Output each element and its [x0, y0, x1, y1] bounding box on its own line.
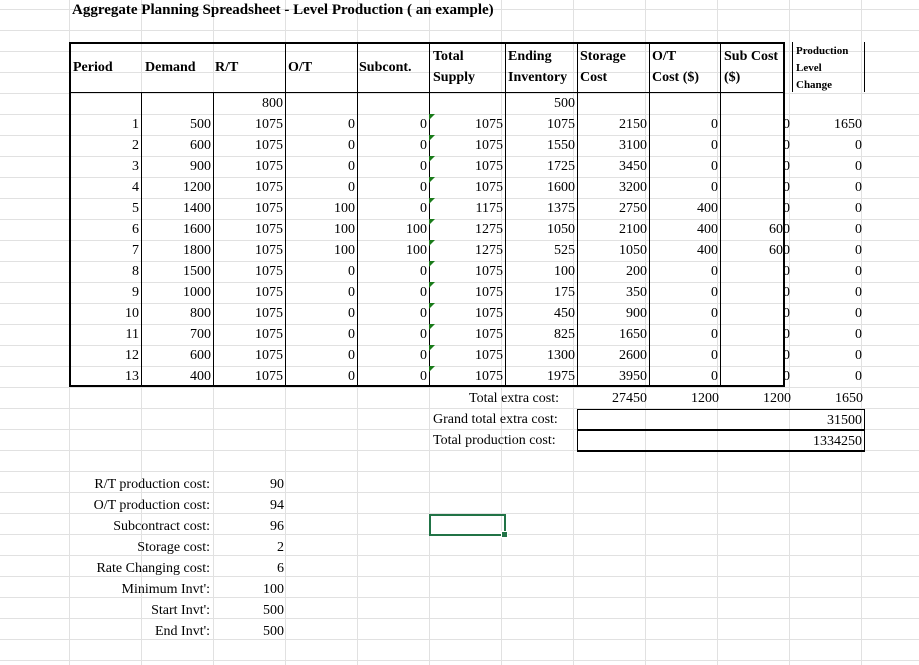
plc-cell[interactable]: 0	[855, 243, 862, 258]
total-supply-cell[interactable]: 1075	[429, 177, 505, 198]
ot-cost-cell[interactable]: 0	[711, 306, 718, 321]
storage-cost-cell[interactable]: 2150	[619, 117, 647, 132]
plc-cell[interactable]: 0	[855, 201, 862, 216]
ot-cost-cell[interactable]: 0	[711, 285, 718, 300]
plc-cell[interactable]: 1650	[834, 117, 862, 132]
rt-cell[interactable]: 1075	[255, 243, 283, 258]
sub-cost-cell[interactable]: 0	[783, 159, 790, 174]
demand-cell[interactable]: 800	[190, 306, 211, 321]
sheet-title: Aggregate Planning Spreadsheet - Level Production ( an example)	[72, 2, 494, 18]
rt-cell[interactable]: 1075	[255, 306, 283, 321]
ending-inventory-cell[interactable]: 1050	[547, 222, 575, 237]
ot-cell[interactable]: 0	[348, 180, 355, 195]
total-storage-cost-cell[interactable]: 27450	[612, 391, 647, 406]
demand-cell[interactable]: 1500	[183, 264, 211, 279]
header-total-supply-line1: Total	[433, 49, 464, 64]
ending-inventory-cell[interactable]: 825	[554, 327, 575, 342]
total-supply-cell[interactable]: 1075	[429, 366, 505, 387]
sub-cost-cell[interactable]: 0	[783, 201, 790, 216]
param-value-cell[interactable]: 94	[270, 498, 284, 513]
storage-cost-cell[interactable]: 3100	[619, 138, 647, 153]
subcont-cell[interactable]: 0	[420, 201, 427, 216]
subcont-cell[interactable]: 0	[420, 369, 427, 384]
rt-cell[interactable]: 1075	[255, 348, 283, 363]
ot-cell[interactable]: 0	[348, 138, 355, 153]
plc-cell[interactable]: 0	[855, 264, 862, 279]
subcont-cell[interactable]: 0	[420, 138, 427, 153]
total-supply-cell[interactable]: 1075	[429, 303, 505, 324]
param-value-cell[interactable]: 500	[263, 603, 284, 618]
sub-cost-cell[interactable]: 0	[783, 117, 790, 132]
demand-cell[interactable]: 1800	[183, 243, 211, 258]
demand-cell[interactable]: 700	[190, 327, 211, 342]
plc-cell[interactable]: 0	[855, 180, 862, 195]
total-supply-cell[interactable]: 1275	[429, 240, 505, 261]
grand-total-extra-cost-cell[interactable]: 31500	[577, 409, 865, 430]
param-value-cell[interactable]: 90	[270, 477, 284, 492]
storage-cost-cell[interactable]: 900	[626, 306, 647, 321]
param-label: Minimum Invt':	[121, 582, 210, 597]
subcont-cell[interactable]: 0	[420, 327, 427, 342]
param-label: Subcontract cost:	[113, 519, 210, 534]
header-sub-cost-line2: ($)	[724, 70, 741, 85]
rt-cell[interactable]: 1075	[255, 180, 283, 195]
period-cell[interactable]: 12	[125, 348, 139, 363]
period-cell[interactable]: 2	[132, 138, 139, 153]
header-period: Period	[73, 60, 113, 75]
planning-table	[69, 42, 865, 387]
total-supply-cell[interactable]: 1075	[429, 156, 505, 177]
plc-cell[interactable]: 0	[855, 138, 862, 153]
period-cell[interactable]: 11	[125, 327, 139, 342]
active-cell-selection[interactable]	[429, 514, 506, 536]
demand-cell[interactable]: 1000	[183, 285, 211, 300]
sub-cost-cell[interactable]: 0	[783, 180, 790, 195]
storage-cost-cell[interactable]: 2600	[619, 348, 647, 363]
param-label: End Invt':	[154, 624, 210, 639]
ot-cell[interactable]: 0	[348, 369, 355, 384]
column-divider	[792, 42, 793, 92]
total-supply-cell[interactable]: 1075	[429, 261, 505, 282]
total-supply-cell[interactable]: 1075	[429, 324, 505, 345]
period-cell[interactable]: 1	[132, 117, 139, 132]
plc-cell[interactable]: 0	[855, 348, 862, 363]
total-supply-cell[interactable]: 1075	[429, 345, 505, 366]
total-extra-cost-label: Total extra cost:	[469, 391, 559, 406]
rt-cell[interactable]: 1075	[255, 138, 283, 153]
storage-cost-cell[interactable]: 2100	[619, 222, 647, 237]
rt-cell[interactable]: 1075	[255, 159, 283, 174]
subcont-cell[interactable]: 100	[406, 243, 427, 258]
period-cell[interactable]: 5	[132, 201, 139, 216]
demand-cell[interactable]: 1600	[183, 222, 211, 237]
period-cell[interactable]: 13	[125, 369, 139, 384]
period-cell[interactable]: 4	[132, 180, 139, 195]
demand-cell[interactable]: 1400	[183, 201, 211, 216]
ot-cell[interactable]: 0	[348, 285, 355, 300]
storage-cost-cell[interactable]: 1050	[619, 243, 647, 258]
column-divider	[864, 42, 865, 92]
sub-cost-cell[interactable]: 0	[783, 348, 790, 363]
total-supply-cell[interactable]: 1275	[429, 219, 505, 240]
ending-inventory-cell[interactable]: 175	[554, 285, 575, 300]
total-supply-cell[interactable]: 1075	[429, 114, 505, 135]
plc-cell[interactable]: 0	[855, 222, 862, 237]
storage-cost-cell[interactable]: 1650	[619, 327, 647, 342]
param-value-cell[interactable]: 2	[277, 540, 284, 555]
total-sub-cost-cell[interactable]: 1200	[763, 391, 791, 406]
subcont-cell[interactable]: 100	[406, 222, 427, 237]
ot-cost-cell[interactable]: 400	[697, 222, 718, 237]
rt-cell[interactable]: 1075	[255, 327, 283, 342]
sub-cost-cell[interactable]: 600	[769, 222, 790, 237]
header-plc-line3: Change	[796, 79, 833, 91]
demand-cell[interactable]: 600	[190, 138, 211, 153]
ot-cell[interactable]: 0	[348, 159, 355, 174]
ending-inventory-cell[interactable]: 1300	[547, 348, 575, 363]
storage-cost-cell[interactable]: 200	[626, 264, 647, 279]
header-divider	[69, 92, 785, 93]
subcont-cell[interactable]: 0	[420, 180, 427, 195]
total-supply-cell[interactable]: 1075	[429, 282, 505, 303]
subcont-cell[interactable]: 0	[420, 348, 427, 363]
param-label: R/T production cost:	[94, 477, 210, 492]
ot-cost-cell[interactable]: 0	[711, 138, 718, 153]
period-cell[interactable]: 8	[132, 264, 139, 279]
plc-cell[interactable]: 0	[855, 327, 862, 342]
ot-cell[interactable]: 0	[348, 306, 355, 321]
header-sub-cost-line1: Sub Cost	[724, 49, 779, 64]
rt-cell[interactable]: 1075	[255, 264, 283, 279]
param-value-cell[interactable]: 96	[270, 519, 284, 534]
plc-cell[interactable]: 0	[855, 285, 862, 300]
total-ot-cost-cell[interactable]: 1200	[691, 391, 719, 406]
storage-cost-cell[interactable]: 3200	[619, 180, 647, 195]
total-supply-cell[interactable]: 1075	[429, 135, 505, 156]
ending-inventory-cell[interactable]: 525	[554, 243, 575, 258]
sub-cost-cell[interactable]: 0	[783, 306, 790, 321]
period-cell[interactable]: 9	[132, 285, 139, 300]
param-label: Start Invt':	[151, 603, 210, 618]
period-cell[interactable]: 7	[132, 243, 139, 258]
header-storage-cost-line2: Cost	[580, 70, 608, 85]
grand-total-extra-cost-label: Grand total extra cost:	[433, 412, 558, 427]
subcont-cell[interactable]: 0	[420, 117, 427, 132]
ot-cell[interactable]: 100	[334, 222, 355, 237]
header-ot-cost-line2: Cost ($)	[652, 70, 700, 85]
ending-inventory-cell[interactable]: 1550	[547, 138, 575, 153]
ot-cell[interactable]: 0	[348, 327, 355, 342]
plc-cell[interactable]: 0	[855, 306, 862, 321]
ending-inventory-cell[interactable]: 1375	[547, 201, 575, 216]
ot-cost-cell[interactable]: 0	[711, 180, 718, 195]
initial-ending-inventory-cell[interactable]: 500	[554, 96, 575, 111]
total-plc-cost-cell[interactable]: 1650	[835, 391, 863, 406]
storage-cost-cell[interactable]: 350	[626, 285, 647, 300]
sub-cost-cell[interactable]: 0	[783, 327, 790, 342]
plc-cell[interactable]: 0	[855, 159, 862, 174]
ot-cost-cell[interactable]: 0	[711, 117, 718, 132]
storage-cost-cell[interactable]: 2750	[619, 201, 647, 216]
period-cell[interactable]: 6	[132, 222, 139, 237]
param-value-cell[interactable]: 100	[263, 582, 284, 597]
rt-cell[interactable]: 1075	[255, 222, 283, 237]
period-cell[interactable]: 3	[132, 159, 139, 174]
ot-cost-cell[interactable]: 0	[711, 327, 718, 342]
ending-inventory-cell[interactable]: 1725	[547, 159, 575, 174]
ending-inventory-cell[interactable]: 1075	[547, 117, 575, 132]
param-label: Storage cost:	[137, 540, 210, 555]
param-value-cell[interactable]: 6	[277, 561, 284, 576]
ending-inventory-cell[interactable]: 100	[554, 264, 575, 279]
sub-cost-cell[interactable]: 0	[783, 264, 790, 279]
header-storage-cost-line1: Storage	[580, 49, 626, 64]
fill-handle[interactable]	[501, 531, 508, 538]
header-rt: R/T	[215, 60, 239, 75]
ending-inventory-cell[interactable]: 1600	[547, 180, 575, 195]
subcont-cell[interactable]: 0	[420, 264, 427, 279]
demand-cell[interactable]: 600	[190, 348, 211, 363]
sub-cost-cell[interactable]: 0	[783, 369, 790, 384]
rt-cell[interactable]: 1075	[255, 117, 283, 132]
header-demand: Demand	[145, 60, 196, 75]
header-plc-line1: Production	[796, 45, 849, 57]
ending-inventory-cell[interactable]: 450	[554, 306, 575, 321]
ot-cell[interactable]: 100	[334, 201, 355, 216]
ending-inventory-cell[interactable]: 1975	[547, 369, 575, 384]
header-ending-inv-line2: Inventory	[508, 70, 568, 85]
header-ending-inv-line1: Ending	[508, 49, 552, 64]
ot-cell[interactable]: 100	[334, 243, 355, 258]
header-ot: O/T	[288, 60, 313, 75]
total-supply-cell[interactable]: 1175	[429, 198, 505, 219]
ot-cost-cell[interactable]: 0	[711, 264, 718, 279]
subcont-cell[interactable]: 0	[420, 306, 427, 321]
header-subcont: Subcont.	[359, 60, 412, 75]
param-value-cell[interactable]: 500	[263, 624, 284, 639]
total-production-cost-cell[interactable]: 1334250	[577, 430, 865, 452]
ot-cell[interactable]: 0	[348, 117, 355, 132]
param-label: Rate Changing cost:	[96, 561, 210, 576]
rt-cell[interactable]: 1075	[255, 285, 283, 300]
ot-cost-cell[interactable]: 0	[711, 348, 718, 363]
param-label: O/T production cost:	[93, 498, 210, 513]
ot-cell[interactable]: 0	[348, 348, 355, 363]
ot-cell[interactable]: 0	[348, 264, 355, 279]
demand-cell[interactable]: 400	[190, 369, 211, 384]
period-cell[interactable]: 10	[125, 306, 139, 321]
sub-cost-cell[interactable]: 0	[783, 138, 790, 153]
header-total-supply-line2: Supply	[433, 70, 476, 85]
demand-cell[interactable]: 900	[190, 159, 211, 174]
subcont-cell[interactable]: 0	[420, 159, 427, 174]
sub-cost-cell[interactable]: 600	[769, 243, 790, 258]
demand-cell[interactable]: 1200	[183, 180, 211, 195]
ot-cost-cell[interactable]: 0	[711, 159, 718, 174]
sub-cost-cell[interactable]: 0	[783, 285, 790, 300]
storage-cost-cell[interactable]: 3450	[619, 159, 647, 174]
header-plc-line2: Level	[796, 62, 822, 74]
ot-cost-cell[interactable]: 400	[697, 201, 718, 216]
initial-rt-cell[interactable]: 800	[262, 96, 283, 111]
ot-cost-cell[interactable]: 0	[711, 369, 718, 384]
subcont-cell[interactable]: 0	[420, 285, 427, 300]
demand-cell[interactable]: 500	[190, 117, 211, 132]
rt-cell[interactable]: 1075	[255, 369, 283, 384]
header-ot-cost-line1: O/T	[652, 49, 677, 64]
ot-cost-cell[interactable]: 400	[697, 243, 718, 258]
total-production-cost-label: Total production cost:	[433, 433, 556, 448]
plc-cell[interactable]: 0	[855, 369, 862, 384]
storage-cost-cell[interactable]: 3950	[619, 369, 647, 384]
rt-cell[interactable]: 1075	[255, 201, 283, 216]
